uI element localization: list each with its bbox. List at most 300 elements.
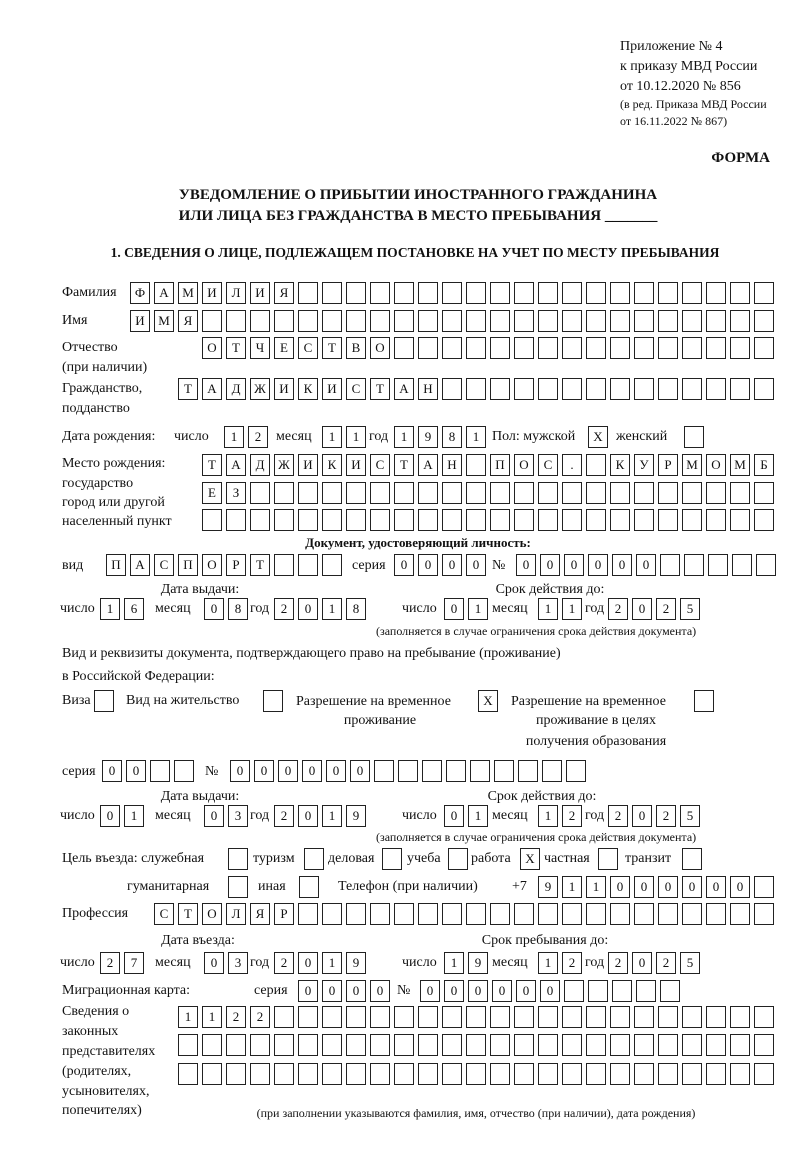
char-cell[interactable]: 0 [254, 760, 274, 782]
char-cell[interactable]: 1 [322, 426, 342, 448]
char-cell[interactable] [586, 454, 606, 476]
char-cell[interactable]: 0 [278, 760, 298, 782]
char-cell[interactable] [418, 337, 438, 359]
char-cell[interactable] [538, 509, 558, 531]
char-cell[interactable]: Т [178, 903, 198, 925]
char-cell[interactable]: Н [418, 378, 438, 400]
char-cell[interactable]: К [610, 454, 630, 476]
char-cell[interactable]: 6 [124, 598, 144, 620]
char-cell[interactable]: М [154, 310, 174, 332]
char-cell[interactable] [448, 848, 468, 870]
char-cell[interactable]: 2 [274, 952, 294, 974]
char-cell[interactable] [754, 282, 774, 304]
char-cell[interactable]: 1 [224, 426, 244, 448]
char-cell[interactable] [174, 760, 194, 782]
char-cell[interactable] [394, 337, 414, 359]
char-cell[interactable] [562, 1034, 582, 1056]
char-cell[interactable] [346, 1063, 366, 1085]
char-cell[interactable]: Л [226, 903, 246, 925]
char-cell[interactable] [418, 1006, 438, 1028]
char-cell[interactable] [418, 482, 438, 504]
char-cell[interactable] [610, 378, 630, 400]
char-cell[interactable] [442, 337, 462, 359]
char-cell[interactable] [706, 378, 726, 400]
char-cell[interactable] [274, 482, 294, 504]
char-cell[interactable]: И [130, 310, 150, 332]
char-cell[interactable] [562, 903, 582, 925]
char-cell[interactable] [394, 903, 414, 925]
char-cell[interactable] [274, 1034, 294, 1056]
char-cell[interactable] [658, 903, 678, 925]
char-cell[interactable] [706, 310, 726, 332]
char-cell[interactable]: 2 [656, 952, 676, 974]
char-cell[interactable]: 5 [680, 598, 700, 620]
char-cell[interactable] [730, 903, 750, 925]
char-cell[interactable] [706, 282, 726, 304]
char-cell[interactable] [250, 509, 270, 531]
char-cell[interactable] [730, 378, 750, 400]
char-cell[interactable] [682, 378, 702, 400]
char-cell[interactable]: 0 [204, 598, 224, 620]
char-cell[interactable] [370, 903, 390, 925]
char-cell[interactable] [562, 482, 582, 504]
char-cell[interactable]: 0 [370, 980, 390, 1002]
char-cell[interactable]: 0 [516, 980, 536, 1002]
char-cell[interactable]: 2 [608, 805, 628, 827]
char-cell[interactable] [370, 1006, 390, 1028]
char-cell[interactable] [442, 903, 462, 925]
char-cell[interactable] [370, 1063, 390, 1085]
char-cell[interactable] [490, 903, 510, 925]
char-cell[interactable] [634, 310, 654, 332]
char-cell[interactable]: Ж [274, 454, 294, 476]
char-cell[interactable] [538, 282, 558, 304]
char-cell[interactable]: 0 [610, 876, 630, 898]
char-cell[interactable] [610, 1006, 630, 1028]
char-cell[interactable] [298, 282, 318, 304]
char-cell[interactable] [202, 1063, 222, 1085]
char-cell[interactable] [446, 760, 466, 782]
char-cell[interactable] [706, 903, 726, 925]
char-cell[interactable] [730, 509, 750, 531]
char-cell[interactable] [418, 1034, 438, 1056]
char-cell[interactable] [682, 337, 702, 359]
char-cell[interactable]: Е [274, 337, 294, 359]
char-cell[interactable]: А [202, 378, 222, 400]
char-cell[interactable] [658, 337, 678, 359]
char-cell[interactable] [298, 1063, 318, 1085]
char-cell[interactable] [634, 1006, 654, 1028]
char-cell[interactable] [466, 454, 486, 476]
char-cell[interactable]: Я [250, 903, 270, 925]
char-cell[interactable] [346, 482, 366, 504]
char-cell[interactable]: 9 [418, 426, 438, 448]
char-cell[interactable] [610, 1063, 630, 1085]
char-cell[interactable]: 0 [682, 876, 702, 898]
char-cell[interactable]: 0 [466, 554, 486, 576]
char-cell[interactable]: 8 [346, 598, 366, 620]
char-cell[interactable]: 1 [100, 598, 120, 620]
char-cell[interactable]: И [202, 282, 222, 304]
char-cell[interactable] [346, 310, 366, 332]
char-cell[interactable]: М [682, 454, 702, 476]
char-cell[interactable]: И [346, 454, 366, 476]
char-cell[interactable] [263, 690, 283, 712]
char-cell[interactable] [586, 310, 606, 332]
char-cell[interactable]: 1 [538, 598, 558, 620]
char-cell[interactable]: 3 [228, 805, 248, 827]
char-cell[interactable] [708, 554, 728, 576]
char-cell[interactable] [178, 1034, 198, 1056]
char-cell[interactable]: 2 [608, 598, 628, 620]
char-cell[interactable]: 2 [562, 952, 582, 974]
char-cell[interactable] [250, 1034, 270, 1056]
char-cell[interactable] [490, 282, 510, 304]
char-cell[interactable]: П [178, 554, 198, 576]
char-cell[interactable] [442, 282, 462, 304]
char-cell[interactable]: 2 [226, 1006, 246, 1028]
char-cell[interactable] [382, 848, 402, 870]
char-cell[interactable]: 9 [538, 876, 558, 898]
char-cell[interactable] [538, 310, 558, 332]
char-cell[interactable] [634, 378, 654, 400]
char-cell[interactable] [538, 903, 558, 925]
char-cell[interactable]: 0 [100, 805, 120, 827]
char-cell[interactable] [490, 509, 510, 531]
char-cell[interactable]: 0 [468, 980, 488, 1002]
char-cell[interactable] [490, 378, 510, 400]
char-cell[interactable]: Т [370, 378, 390, 400]
char-cell[interactable] [298, 482, 318, 504]
char-cell[interactable]: 2 [656, 598, 676, 620]
char-cell[interactable]: 0 [102, 760, 122, 782]
char-cell[interactable] [658, 1006, 678, 1028]
char-cell[interactable]: М [730, 454, 750, 476]
char-cell[interactable]: 0 [492, 980, 512, 1002]
char-cell[interactable] [610, 1034, 630, 1056]
char-cell[interactable]: 0 [516, 554, 536, 576]
char-cell[interactable] [442, 310, 462, 332]
char-cell[interactable] [684, 554, 704, 576]
char-cell[interactable] [202, 310, 222, 332]
char-cell[interactable] [660, 554, 680, 576]
char-cell[interactable] [658, 482, 678, 504]
char-cell[interactable] [514, 1034, 534, 1056]
char-cell[interactable] [658, 1063, 678, 1085]
char-cell[interactable] [370, 282, 390, 304]
char-cell[interactable] [298, 903, 318, 925]
char-cell[interactable]: А [418, 454, 438, 476]
char-cell[interactable]: 1 [468, 805, 488, 827]
char-cell[interactable] [564, 980, 584, 1002]
char-cell[interactable]: Ф [130, 282, 150, 304]
char-cell[interactable]: 1 [124, 805, 144, 827]
char-cell[interactable] [370, 1034, 390, 1056]
char-cell[interactable]: 0 [230, 760, 250, 782]
char-cell[interactable] [754, 509, 774, 531]
char-cell[interactable]: . [562, 454, 582, 476]
char-cell[interactable] [754, 482, 774, 504]
char-cell[interactable]: 7 [124, 952, 144, 974]
char-cell[interactable] [732, 554, 752, 576]
char-cell[interactable] [682, 310, 702, 332]
char-cell[interactable] [466, 1034, 486, 1056]
char-cell[interactable] [394, 482, 414, 504]
char-cell[interactable] [706, 482, 726, 504]
char-cell[interactable] [586, 903, 606, 925]
char-cell[interactable]: 0 [730, 876, 750, 898]
char-cell[interactable] [466, 1006, 486, 1028]
char-cell[interactable] [422, 760, 442, 782]
char-cell[interactable] [562, 378, 582, 400]
char-cell[interactable] [754, 1063, 774, 1085]
char-cell[interactable]: 0 [346, 980, 366, 1002]
char-cell[interactable] [586, 337, 606, 359]
char-cell[interactable]: 0 [636, 554, 656, 576]
char-cell[interactable]: 0 [298, 805, 318, 827]
char-cell[interactable] [634, 1034, 654, 1056]
char-cell[interactable] [274, 1006, 294, 1028]
char-cell[interactable] [466, 310, 486, 332]
char-cell[interactable] [346, 1034, 366, 1056]
char-cell[interactable]: 0 [706, 876, 726, 898]
char-cell[interactable] [658, 378, 678, 400]
char-cell[interactable]: 1 [178, 1006, 198, 1028]
char-cell[interactable] [394, 1034, 414, 1056]
char-cell[interactable]: 0 [444, 805, 464, 827]
char-cell[interactable] [754, 1006, 774, 1028]
char-cell[interactable] [514, 903, 534, 925]
char-cell[interactable] [466, 903, 486, 925]
char-cell[interactable] [226, 1034, 246, 1056]
char-cell[interactable] [322, 310, 342, 332]
char-cell[interactable] [490, 1006, 510, 1028]
char-cell[interactable]: 0 [394, 554, 414, 576]
char-cell[interactable] [274, 509, 294, 531]
char-cell[interactable]: 9 [346, 952, 366, 974]
char-cell[interactable] [562, 1006, 582, 1028]
char-cell[interactable]: Т [322, 337, 342, 359]
char-cell[interactable]: 1 [322, 952, 342, 974]
char-cell[interactable] [660, 980, 680, 1002]
char-cell[interactable] [754, 876, 774, 898]
char-cell[interactable] [394, 1063, 414, 1085]
char-cell[interactable] [518, 760, 538, 782]
char-cell[interactable]: 5 [680, 952, 700, 974]
char-cell[interactable] [228, 876, 248, 898]
char-cell[interactable]: Б [754, 454, 774, 476]
char-cell[interactable] [754, 310, 774, 332]
char-cell[interactable] [562, 282, 582, 304]
char-cell[interactable]: М [178, 282, 198, 304]
char-cell[interactable]: У [634, 454, 654, 476]
char-cell[interactable] [562, 310, 582, 332]
char-cell[interactable] [490, 482, 510, 504]
char-cell[interactable] [346, 282, 366, 304]
char-cell[interactable] [514, 310, 534, 332]
char-cell[interactable] [442, 1063, 462, 1085]
char-cell[interactable] [370, 482, 390, 504]
char-cell[interactable] [178, 1063, 198, 1085]
char-cell[interactable]: 0 [612, 554, 632, 576]
char-cell[interactable] [682, 1006, 702, 1028]
char-cell[interactable] [490, 1034, 510, 1056]
char-cell[interactable]: О [514, 454, 534, 476]
char-cell[interactable] [682, 903, 702, 925]
char-cell[interactable] [442, 378, 462, 400]
char-cell[interactable]: Я [274, 282, 294, 304]
char-cell[interactable] [586, 378, 606, 400]
char-cell[interactable] [634, 509, 654, 531]
char-cell[interactable]: 0 [540, 980, 560, 1002]
char-cell[interactable] [466, 509, 486, 531]
char-cell[interactable]: О [202, 337, 222, 359]
char-cell[interactable]: А [226, 454, 246, 476]
char-cell[interactable] [298, 310, 318, 332]
char-cell[interactable] [562, 509, 582, 531]
char-cell[interactable] [322, 903, 342, 925]
char-cell[interactable] [94, 690, 114, 712]
char-cell[interactable] [442, 1034, 462, 1056]
char-cell[interactable]: З [226, 482, 246, 504]
char-cell[interactable] [514, 1006, 534, 1028]
char-cell[interactable] [538, 1006, 558, 1028]
char-cell[interactable] [374, 760, 394, 782]
char-cell[interactable]: X [478, 690, 498, 712]
char-cell[interactable]: 0 [632, 805, 652, 827]
char-cell[interactable] [694, 690, 714, 712]
char-cell[interactable]: 2 [656, 805, 676, 827]
char-cell[interactable]: 0 [302, 760, 322, 782]
char-cell[interactable]: И [298, 454, 318, 476]
char-cell[interactable]: Т [250, 554, 270, 576]
char-cell[interactable]: Ж [250, 378, 270, 400]
char-cell[interactable] [418, 509, 438, 531]
char-cell[interactable] [418, 903, 438, 925]
char-cell[interactable]: 0 [298, 980, 318, 1002]
char-cell[interactable] [150, 760, 170, 782]
char-cell[interactable] [730, 282, 750, 304]
char-cell[interactable]: 3 [228, 952, 248, 974]
char-cell[interactable] [634, 903, 654, 925]
char-cell[interactable]: X [588, 426, 608, 448]
char-cell[interactable]: 2 [248, 426, 268, 448]
char-cell[interactable] [322, 1034, 342, 1056]
char-cell[interactable]: С [154, 903, 174, 925]
char-cell[interactable] [658, 509, 678, 531]
char-cell[interactable] [322, 282, 342, 304]
char-cell[interactable]: 9 [346, 805, 366, 827]
char-cell[interactable]: 0 [444, 980, 464, 1002]
char-cell[interactable]: Я [178, 310, 198, 332]
char-cell[interactable]: 2 [274, 598, 294, 620]
char-cell[interactable] [322, 1006, 342, 1028]
char-cell[interactable]: 8 [442, 426, 462, 448]
char-cell[interactable] [514, 509, 534, 531]
char-cell[interactable] [586, 1063, 606, 1085]
char-cell[interactable] [586, 1034, 606, 1056]
char-cell[interactable] [754, 337, 774, 359]
char-cell[interactable] [658, 282, 678, 304]
char-cell[interactable]: 0 [298, 598, 318, 620]
char-cell[interactable]: П [106, 554, 126, 576]
char-cell[interactable] [322, 554, 342, 576]
char-cell[interactable]: 0 [442, 554, 462, 576]
char-cell[interactable] [612, 980, 632, 1002]
char-cell[interactable]: К [298, 378, 318, 400]
char-cell[interactable] [322, 482, 342, 504]
char-cell[interactable]: 1 [466, 426, 486, 448]
char-cell[interactable]: 1 [468, 598, 488, 620]
char-cell[interactable]: Ч [250, 337, 270, 359]
char-cell[interactable] [274, 554, 294, 576]
char-cell[interactable] [586, 509, 606, 531]
char-cell[interactable] [299, 876, 319, 898]
char-cell[interactable] [322, 509, 342, 531]
char-cell[interactable]: 0 [634, 876, 654, 898]
char-cell[interactable] [634, 1063, 654, 1085]
char-cell[interactable] [634, 482, 654, 504]
char-cell[interactable] [298, 1034, 318, 1056]
char-cell[interactable] [730, 337, 750, 359]
char-cell[interactable] [442, 482, 462, 504]
char-cell[interactable] [610, 282, 630, 304]
char-cell[interactable]: 2 [250, 1006, 270, 1028]
char-cell[interactable]: 1 [202, 1006, 222, 1028]
char-cell[interactable] [322, 1063, 342, 1085]
char-cell[interactable]: 0 [420, 980, 440, 1002]
char-cell[interactable] [636, 980, 656, 1002]
char-cell[interactable] [754, 1034, 774, 1056]
char-cell[interactable] [586, 1006, 606, 1028]
char-cell[interactable] [706, 1034, 726, 1056]
char-cell[interactable] [706, 509, 726, 531]
char-cell[interactable] [598, 848, 618, 870]
char-cell[interactable] [682, 509, 702, 531]
char-cell[interactable]: 0 [204, 805, 224, 827]
char-cell[interactable]: Д [226, 378, 246, 400]
char-cell[interactable] [610, 310, 630, 332]
char-cell[interactable]: П [490, 454, 510, 476]
char-cell[interactable]: И [322, 378, 342, 400]
char-cell[interactable] [304, 848, 324, 870]
char-cell[interactable] [730, 1006, 750, 1028]
char-cell[interactable] [346, 1006, 366, 1028]
char-cell[interactable]: 2 [562, 805, 582, 827]
char-cell[interactable]: Т [178, 378, 198, 400]
char-cell[interactable]: С [154, 554, 174, 576]
char-cell[interactable] [298, 554, 318, 576]
char-cell[interactable]: Р [274, 903, 294, 925]
char-cell[interactable]: Т [394, 454, 414, 476]
char-cell[interactable] [610, 482, 630, 504]
char-cell[interactable] [586, 482, 606, 504]
char-cell[interactable] [514, 1063, 534, 1085]
char-cell[interactable]: Р [226, 554, 246, 576]
char-cell[interactable] [566, 760, 586, 782]
char-cell[interactable] [634, 337, 654, 359]
char-cell[interactable] [226, 1063, 246, 1085]
char-cell[interactable]: 0 [540, 554, 560, 576]
char-cell[interactable]: 0 [564, 554, 584, 576]
char-cell[interactable] [466, 282, 486, 304]
char-cell[interactable]: О [202, 903, 222, 925]
char-cell[interactable]: 2 [274, 805, 294, 827]
char-cell[interactable] [394, 282, 414, 304]
char-cell[interactable] [298, 509, 318, 531]
char-cell[interactable] [298, 1006, 318, 1028]
char-cell[interactable] [470, 760, 490, 782]
